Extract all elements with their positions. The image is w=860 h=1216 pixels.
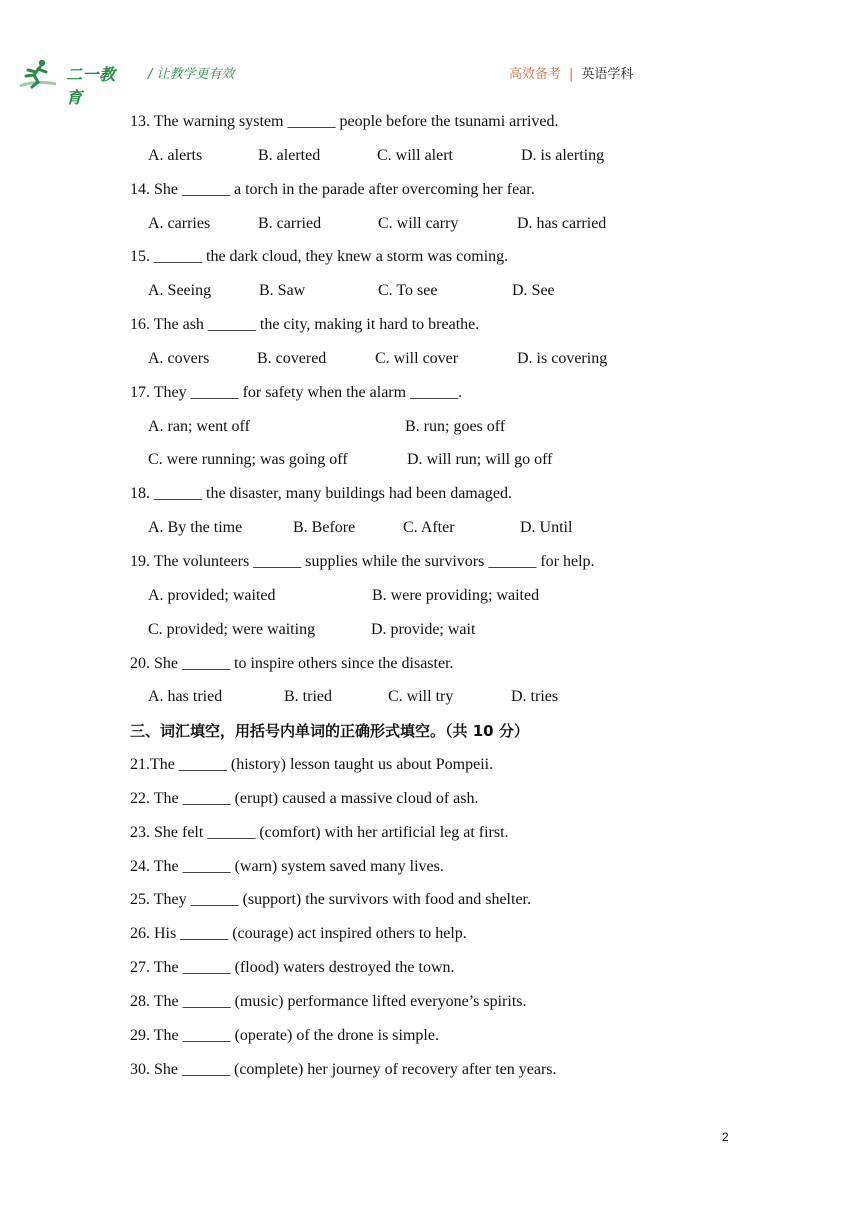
option-a: A. provided; waited (148, 586, 276, 604)
question-18: 18. ______ the disaster, many buildings had been damaged. (130, 485, 512, 503)
fill-item-30: 30. She ______ (complete) her journey of recovery after ten years. (130, 1060, 557, 1078)
question-20: 20. She ______ to inspire others since the disaster. (130, 654, 454, 672)
option-c: C. will cover (375, 349, 459, 367)
option-a: A. By the time (148, 519, 243, 537)
options-20 (130, 686, 770, 720)
logo (18, 58, 128, 107)
option-b: B. tried (284, 688, 332, 706)
option-c: C. were running; was going off (148, 451, 348, 469)
question-13: 13. The warning system ______ people before the tsunami arrived. (130, 113, 559, 130)
option-b: B. covered (257, 349, 327, 367)
option-d: D. Until (520, 519, 573, 537)
question-17: 17. They ______ for safety when the alarm ______. (130, 383, 463, 401)
fill-item-29: 29. The ______ (operate) of the drone is simple. (130, 1026, 439, 1044)
option-a: A. alerts (148, 146, 203, 164)
question-14: 14. She ______ a torch in the parade after overcoming her fear. (130, 180, 535, 198)
options-19-row1 (130, 585, 770, 619)
option-d: D. tries (511, 688, 559, 706)
slogan: / 让教学更有效 (148, 67, 235, 82)
option-c: C. provided; were waiting (148, 620, 316, 638)
option-d: D. will run; will go off (407, 451, 553, 469)
option-a: A. carries (148, 214, 211, 232)
header-separator: | (569, 67, 574, 82)
option-a: A. Seeing (148, 282, 212, 300)
subject-left: 高效备考 (509, 67, 562, 82)
option-d: D. is alerting (521, 146, 605, 164)
fill-item-24: 24. The ______ (warn) system saved many lives. (130, 857, 444, 875)
option-c: C. After (403, 519, 455, 537)
section-title: 三、词汇填空，用括号内单词的正确形式填空。（共 10 分） (130, 722, 529, 741)
question-19: 19. The volunteers ______ supplies while the survivors ______ for help. (130, 552, 595, 570)
fill-item-28: 28. The ______ (music) performance lifted everyone’s spirits. (130, 992, 527, 1010)
option-d: D. is covering (517, 349, 608, 367)
option-c: C. will alert (377, 146, 453, 164)
options-16 (130, 348, 770, 382)
question-16: 16. The ash ______ the city, making it hard to breathe. (130, 316, 480, 334)
fill-item-22: 22. The ______ (erupt) caused a massive cloud of ash. (130, 789, 479, 807)
options-18 (130, 517, 770, 551)
options-15 (130, 280, 770, 314)
options-17-row1 (130, 416, 770, 450)
subject-right: 英语学科 (581, 67, 634, 82)
subject-tag (509, 63, 633, 82)
option-d: D. has carried (517, 214, 607, 232)
logo-text: 二一教育 (66, 65, 116, 107)
fill-item-23: 23. She felt ______ (comfort) with her artificial leg at first. (130, 823, 509, 841)
fill-item-25: 25. They ______ (support) the survivors with food and shelter. (130, 891, 531, 909)
option-b: B. were providing; waited (372, 586, 540, 604)
page-number: 2 (722, 1130, 729, 1144)
option-d: D. provide; wait (371, 620, 476, 638)
option-b: B. Before (293, 519, 356, 537)
options-17-row2 (130, 449, 770, 483)
options-13 (130, 145, 770, 179)
question-list (130, 111, 770, 1092)
option-a: A. has tried (148, 688, 223, 706)
option-b: B. Saw (259, 282, 306, 300)
option-b: B. run; goes off (405, 417, 506, 435)
options-14 (130, 213, 770, 247)
option-a: A. ran; went off (148, 417, 250, 435)
option-b: B. alerted (258, 146, 321, 164)
fill-item-26: 26. His ______ (courage) act inspired others to help. (130, 925, 467, 943)
option-b: B. carried (258, 214, 322, 232)
options-19-row2 (130, 619, 770, 653)
runner-logo-icon (18, 58, 64, 90)
option-c: C. will try (388, 688, 454, 706)
option-d: D. See (512, 282, 555, 300)
option-c: C. will carry (378, 214, 459, 232)
fill-item-21: 21.The ______ (history) lesson taught us about Pompeii. (130, 756, 494, 774)
page-header (0, 0, 860, 107)
question-15: 15. ______ the dark cloud, they knew a storm was coming. (130, 248, 509, 266)
option-c: C. To see (378, 282, 438, 300)
option-a: A. covers (148, 349, 210, 367)
fill-item-27: 27. The ______ (flood) waters destroyed the town. (130, 959, 455, 977)
